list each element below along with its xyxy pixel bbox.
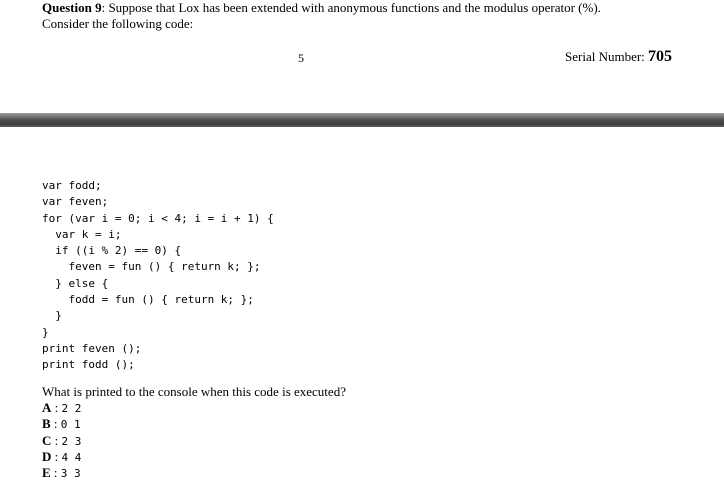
- question-number: Question 9: [42, 0, 102, 15]
- code-line: if ((i % 2) == 0) {: [42, 244, 182, 258]
- option-value: 2 2: [61, 402, 82, 415]
- page-number: 5: [298, 51, 304, 65]
- option-letter: C: [42, 432, 52, 448]
- serial-number: [565, 48, 672, 66]
- code-line: print feven ();: [42, 341, 142, 355]
- option-letter: D: [42, 448, 52, 464]
- page-separator: [0, 113, 724, 127]
- option-letter: B: [42, 416, 51, 432]
- option-d[interactable]: D : 4 4: [42, 448, 82, 464]
- question-text: : Suppose that Lox has been extended with anonymous functions and the modulus operator (%).: [101, 0, 601, 15]
- option-value: 4 4: [61, 450, 82, 464]
- option-letter: E: [42, 465, 51, 481]
- code-line: }: [42, 309, 62, 323]
- code-line: } else {: [42, 276, 109, 290]
- code-line: var feven;: [42, 195, 109, 209]
- option-letter: A: [42, 400, 52, 415]
- option-b[interactable]: B : 0 1: [42, 416, 81, 432]
- code-line: fodd = fun () { return k; };: [42, 293, 254, 307]
- question-prompt: What is printed to the console when this code is executed?: [42, 384, 346, 399]
- question-line-1: [42, 0, 702, 16]
- answer-options: [42, 400, 81, 481]
- question-line-2: Consider the following code:: [42, 16, 194, 31]
- question-header: [42, 0, 702, 32]
- option-value: 2 3: [61, 434, 82, 448]
- serial-label: Serial Number:: [565, 49, 645, 64]
- code-block: [42, 178, 274, 374]
- option-value: 0 1: [60, 418, 81, 432]
- code-line: var fodd;: [42, 179, 102, 192]
- option-a[interactable]: A : 2 2: [42, 400, 82, 415]
- code-line: feven = fun () { return k; };: [42, 260, 261, 274]
- option-e[interactable]: E : 3 3: [42, 465, 81, 481]
- serial-value: 705: [648, 48, 673, 65]
- code-line: print fodd ();: [42, 358, 135, 372]
- option-value: 3 3: [60, 467, 81, 481]
- code-line: for (var i = 0; i < 4; i = i + 1) {: [42, 211, 274, 225]
- option-c[interactable]: C : 2 3: [42, 432, 82, 448]
- code-line: var k = i;: [42, 227, 122, 241]
- code-line: }: [42, 325, 49, 339]
